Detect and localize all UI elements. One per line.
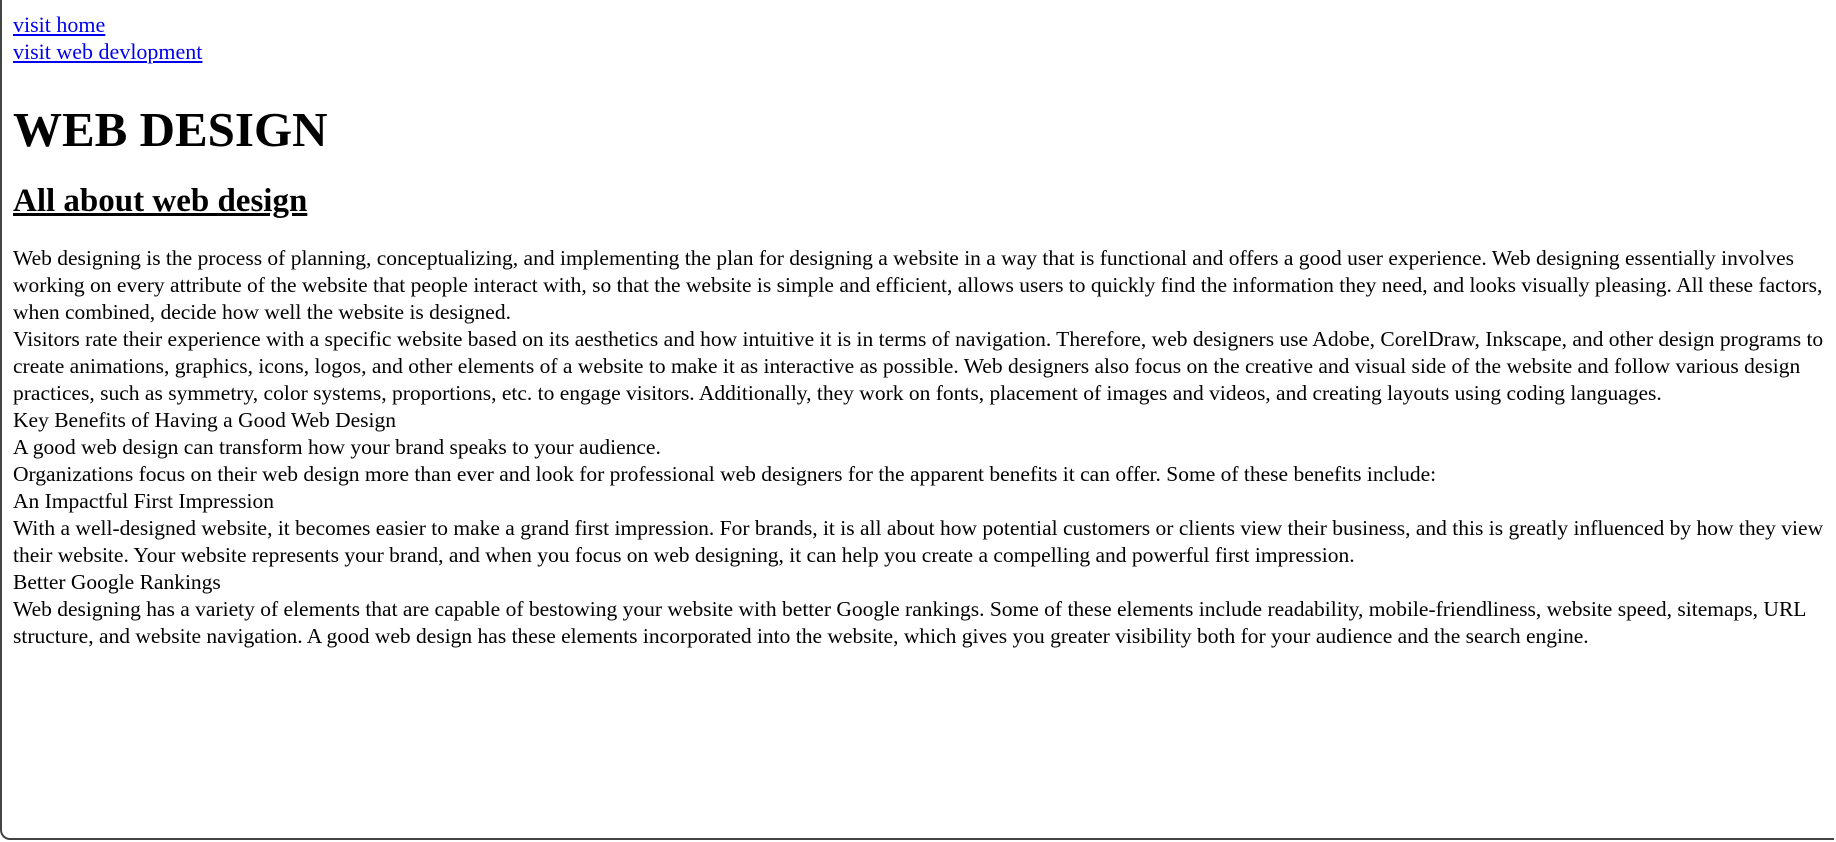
intro-paragraph: Web designing is the process of planning, conceptualizing, and implementing the plan for designing a website in a way that is functional and offers a good user experience. Web designing essentially involves working on every attribute of the website that people interact with, so that the website is simple and efficient, allows users to quickly find the information they need, and looks visually pleasing. All these factors, when combined, decide how well the website is designed. bbox=[13, 246, 1823, 324]
visit-web-development-link[interactable]: visit web devlopment bbox=[13, 39, 203, 64]
google-rankings-paragraph: Web designing has a variety of elements that are capable of bestowing your website with better Google rankings. Some of these elements include readability, mobile-friendliness, website speed, sitemaps, URL structure, and website navigation. A good web design has these elements incorporated into the website, which gives you greater visibility both for your audience and the search engine. bbox=[13, 597, 1806, 648]
section-title: All about web design bbox=[13, 183, 308, 219]
google-rankings-heading: Better Google Rankings bbox=[13, 570, 221, 594]
article-body bbox=[13, 245, 1828, 650]
benefits-intro: A good web design can transform how your brand speaks to your audience. bbox=[13, 435, 661, 459]
benefits-heading: Key Benefits of Having a Good Web Design bbox=[13, 408, 397, 432]
page-title: WEB DESIGN bbox=[13, 102, 328, 157]
visitors-paragraph: Visitors rate their experience with a specific website based on its aesthetics and how intuitive it is in terms of navigation. Therefore, web designers use Adobe, CorelDraw, Inkscape, and other design programs to create animations, graphics, icons, logos, and other elements of a website to make it as interactive as possible. Web designers also focus on the creative and visual side of the website and follow various design practices, such as symmetry, color systems, proportions, etc. to engage visitors. Additionally, they work on fonts, placement of images and videos, and creating layouts using coding languages. bbox=[13, 327, 1824, 405]
page-content bbox=[13, 11, 1828, 650]
visit-home-link[interactable]: visit home bbox=[13, 12, 106, 37]
first-impression-paragraph: With a well-designed website, it becomes easier to make a grand first impression. For brands, it is all about how potential customers or clients view their business, and this is greatly influenced by how they view their website. Your website represents your brand, and when you focus on web designing, it can help you create a compelling and powerful first impression. bbox=[13, 516, 1824, 567]
first-impression-heading: An Impactful First Impression bbox=[13, 489, 274, 513]
organizations-paragraph: Organizations focus on their web design more than ever and look for professional web designers for the apparent benefits it can offer. Some of these benefits include: bbox=[13, 462, 1437, 486]
